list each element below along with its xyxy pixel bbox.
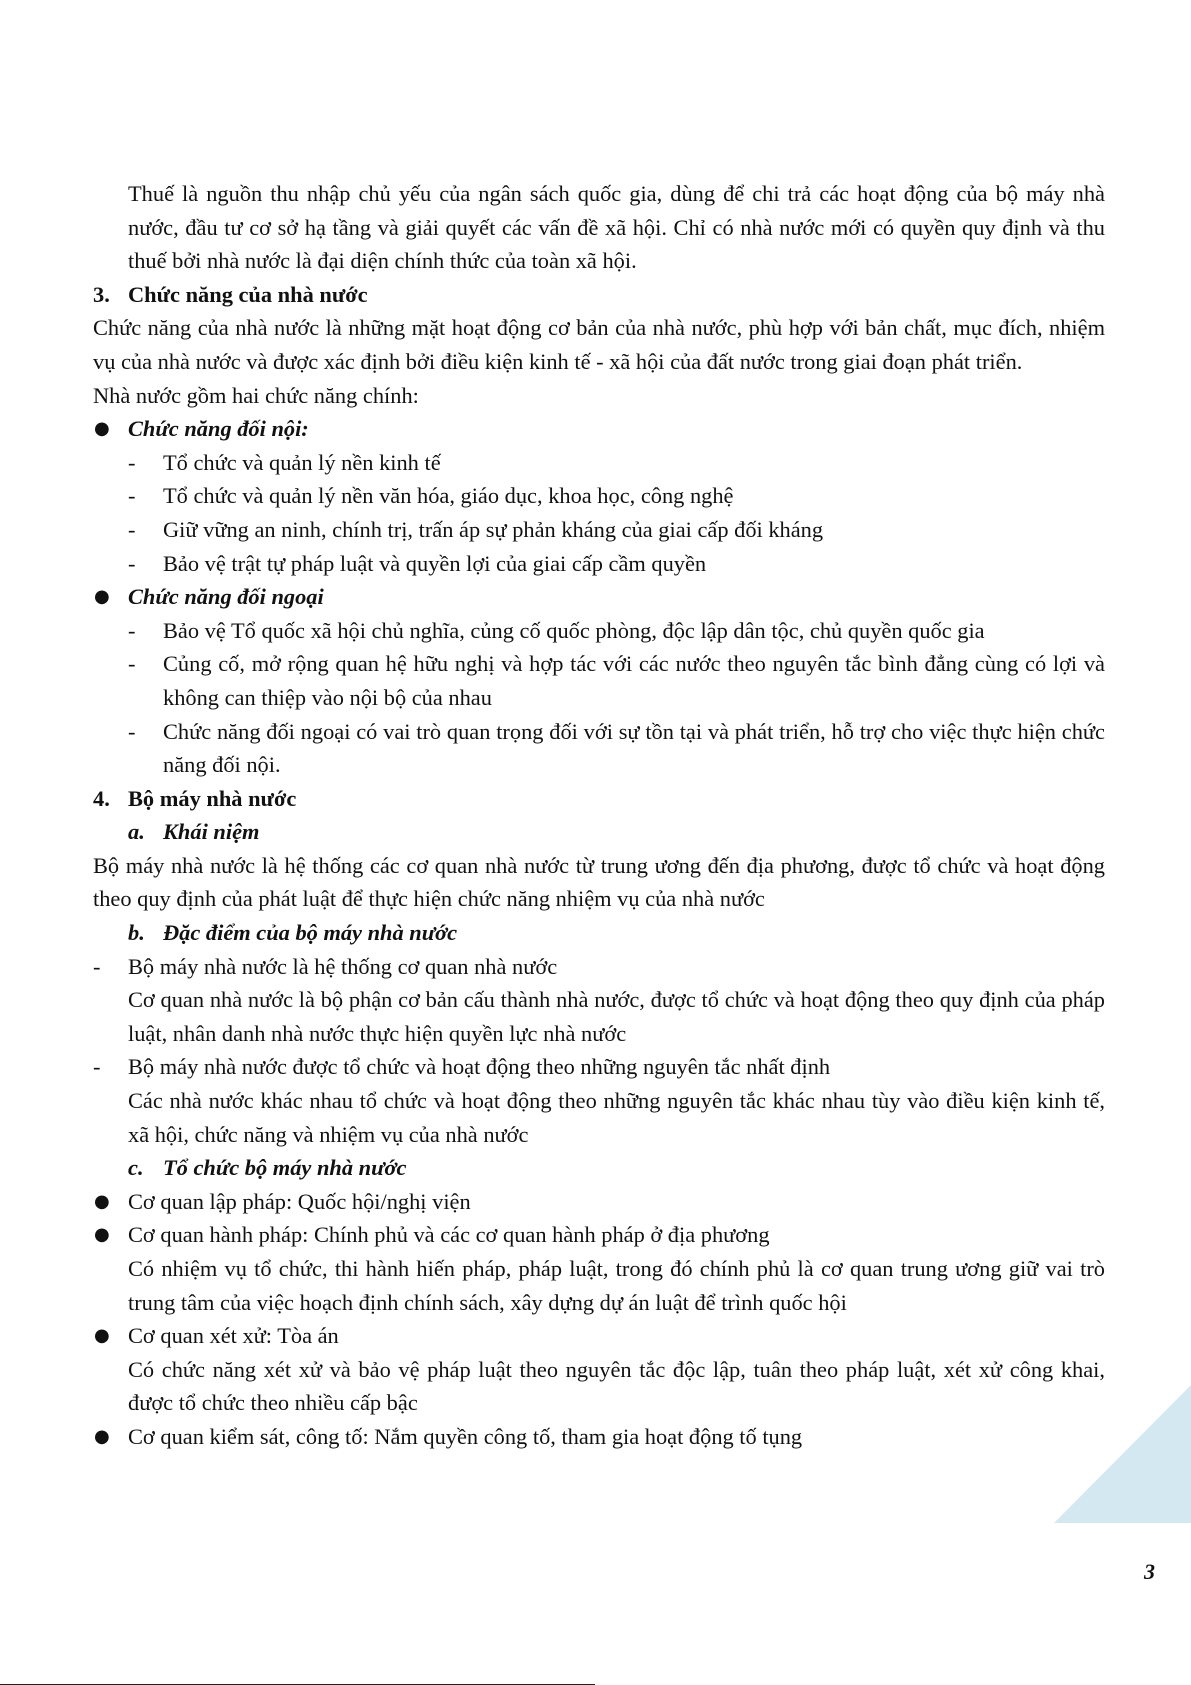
page-content [93, 177, 1105, 1454]
list-item-text: Cơ quan xét xử: Tòa án [128, 1323, 339, 1349]
subsection-c-heading [93, 1151, 1105, 1185]
internal-functions-heading [93, 412, 1105, 446]
section-3-lead: Nhà nước gồm hai chức năng chính: [93, 382, 419, 408]
external-functions-title: Chức năng đối ngoại [128, 584, 324, 610]
dash-icon: - [128, 483, 136, 509]
list-item-text: Bảo vệ Tổ quốc xã hội chủ nghĩa, củng cố quốc phòng, độc lập dân tộc, chủ quyền quốc gia [163, 617, 985, 643]
list-item-text: Cơ quan kiểm sát, công tố: Nắm quyền công tố, tham gia hoạt động tố tụng [128, 1423, 803, 1449]
list-item [93, 1319, 1105, 1353]
dash-icon: - [128, 516, 136, 542]
section-4-title: Bộ máy nhà nước [128, 785, 297, 811]
bullet-icon: ● [94, 1325, 110, 1347]
list-item-text: Cơ quan lập pháp: Quốc hội/nghị viện [128, 1188, 471, 1214]
bullet-icon: ● [94, 586, 110, 608]
section-4-number: 4. [93, 785, 110, 811]
subsection-c-title: Tổ chức bộ máy nhà nước [163, 1155, 407, 1181]
list-item [93, 1185, 1105, 1219]
bullet-icon: ● [94, 1224, 110, 1246]
dash-icon: - [128, 449, 136, 475]
subsection-b-title: Đặc điểm của bộ máy nhà nước [163, 920, 458, 946]
list-item-text: Bảo vệ trật tự pháp luật và quyền lợi của giai cấp cầm quyền [163, 550, 707, 576]
list-item-text: Tổ chức và quản lý nền văn hóa, giáo dục, khoa học, công nghệ [163, 483, 734, 509]
list-item [93, 479, 1105, 513]
subsection-b-letter: b. [128, 920, 145, 946]
list-item-text: Cơ quan hành pháp: Chính phủ và các cơ quan hành pháp ở địa phương [128, 1222, 770, 1248]
dash-icon: - [128, 617, 136, 643]
list-item [93, 513, 1105, 547]
list-item [93, 950, 1105, 984]
list-item-detail: Cơ quan nhà nước là bộ phận cơ bản cấu thành nhà nước, được tổ chức và hoạt động theo quy định của pháp luật, nhân danh nhà nước thực hiện quyền lực nhà nước [128, 987, 1105, 1046]
list-item-detail: Các nhà nước khác nhau tổ chức và hoạt động theo những nguyên tắc khác nhau tùy vào điều kiện kinh tế, xã hội, chức năng và nhiệm vụ của nhà nước [128, 1088, 1105, 1147]
list-item [93, 1218, 1105, 1252]
list-item [93, 614, 1105, 648]
section-4-heading [93, 782, 1105, 816]
section-3-heading [93, 278, 1105, 312]
internal-functions-title: Chức năng đối nội: [128, 416, 309, 442]
list-item [93, 647, 1105, 714]
list-item-text: Bộ máy nhà nước được tổ chức và hoạt động theo những nguyên tắc nhất định [128, 1054, 831, 1080]
list-item-text: Chức năng đối ngoại có vai trò quan trọng đối với sự tồn tại và phát triển, hỗ trợ cho việc thực hiện chức năng đối nội. [163, 718, 1105, 778]
list-item-detail: Có nhiệm vụ tổ chức, thi hành hiến pháp, pháp luật, trong đó chính phủ là cơ quan trung ương giữ vai trò trung tâm của việc hoạch định chính sách, xây dựng dự án luật để trình quốc hội [128, 1256, 1105, 1315]
dash-icon: - [93, 1054, 101, 1080]
list-item-text: Giữ vững an ninh, chính trị, trấn áp sự phản kháng của giai cấp đối kháng [163, 516, 824, 542]
external-functions-heading [93, 580, 1105, 614]
page-number: 3 [1144, 1559, 1155, 1584]
section-3-title: Chức năng của nhà nước [128, 281, 368, 307]
subsection-a-title: Khái niệm [163, 819, 260, 845]
bullet-icon: ● [94, 1190, 110, 1212]
list-item [93, 446, 1105, 480]
list-item [93, 715, 1105, 782]
bullet-icon: ● [94, 1425, 110, 1447]
subsection-b-heading [93, 916, 1105, 950]
list-item-detail: Có chức năng xét xử và bảo vệ pháp luật theo nguyên tắc độc lập, tuân theo pháp luật, xét xử công khai, được tổ chức theo nhiều cấp bậc [128, 1356, 1105, 1416]
subsection-a-text: Bộ máy nhà nước là hệ thống các cơ quan nhà nước từ trung ương đến địa phương, được tổ chức và hoạt động theo quy định của phát luật để thực hiện chức năng nhiệm vụ của nhà nước [93, 852, 1105, 912]
list-item-text: Bộ máy nhà nước là hệ thống cơ quan nhà nước [128, 953, 558, 979]
section-3-definition: Chức năng của nhà nước là những mặt hoạt động cơ bản của nhà nước, phù hợp với bản chất, mục đích, nhiệm vụ của nhà nước và được xác định bởi điều kiện kinh tế - xã hội của đất nước trong giai đoạn phát triển. [93, 315, 1105, 374]
intro-paragraph: Thuế là nguồn thu nhập chủ yếu của ngân sách quốc gia, dùng để chi trả các hoạt động của bộ máy nhà nước, đầu tư cơ sở hạ tầng và giải quyết các vấn đề xã hội. Chỉ có nhà nước mới có quyền quy định và thu thuế bởi nhà nước là đại diện chính thức của toàn xã hội. [128, 181, 1105, 274]
subsection-a-letter: a. [128, 819, 145, 845]
dash-icon: - [93, 953, 101, 979]
dash-icon: - [128, 550, 136, 576]
dash-icon: - [128, 651, 136, 677]
list-item-text: Tổ chức và quản lý nền kinh tế [163, 449, 441, 475]
corner-decoration [1054, 1385, 1191, 1523]
dash-icon: - [128, 718, 136, 744]
list-item-text: Củng cố, mở rộng quan hệ hữu nghị và hợp tác với các nước theo nguyên tắc bình đẳng cùng có lợi và không can thiệp vào nội bộ của nhau [163, 651, 1105, 710]
section-3-number: 3. [93, 281, 110, 307]
list-item [93, 547, 1105, 581]
bullet-icon: ● [94, 418, 110, 440]
subsection-c-letter: c. [128, 1155, 144, 1181]
list-item [93, 1050, 1105, 1084]
list-item [93, 1420, 1105, 1454]
subsection-a-heading [93, 815, 1105, 849]
